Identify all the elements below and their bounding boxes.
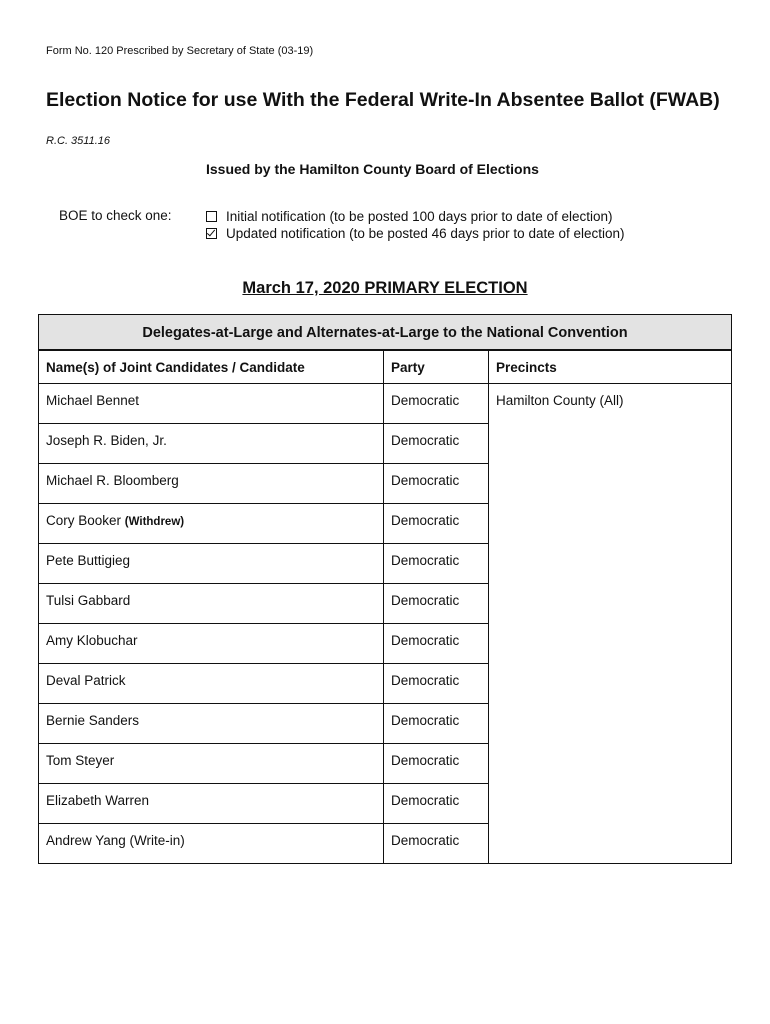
form-number: Form No. 120 Prescribed by Secretary of State (03-19) [46, 45, 314, 57]
candidate-name-cell [39, 544, 384, 584]
candidate-party: Democratic [384, 664, 489, 704]
option-initial-label: Initial notification (to be posted 100 days prior to date of election) [226, 209, 613, 224]
candidate-party: Democratic [384, 584, 489, 624]
candidate-note: (Withdrew) [124, 516, 185, 528]
candidate-name: Cory Booker [46, 513, 122, 528]
candidate-name-cell [39, 584, 384, 624]
candidate-name-cell [39, 464, 384, 504]
candidate-name-cell [39, 784, 384, 824]
header-name: Name(s) of Joint Candidates / Candidate [39, 351, 384, 384]
candidate-name: Deval Patrick [46, 673, 126, 688]
option-updated-notification [206, 225, 625, 242]
checkbox-updated[interactable] [206, 228, 217, 239]
candidate-name: Tom Steyer [46, 753, 115, 768]
checkbox-initial[interactable] [206, 211, 217, 222]
candidate-name: Joseph R. Biden, Jr. [46, 433, 167, 448]
candidate-name: Elizabeth Warren [46, 793, 150, 808]
candidate-name-cell [39, 624, 384, 664]
option-initial-notification [206, 208, 625, 225]
candidate-table [38, 350, 732, 864]
candidate-party: Democratic [384, 544, 489, 584]
statute-reference: R.C. 3511.16 [46, 135, 111, 147]
candidate-party: Democratic [384, 784, 489, 824]
candidate-name-cell [39, 664, 384, 704]
candidate-party: Democratic [384, 824, 489, 864]
page-title: Election Notice for use With the Federal Write-In Absentee Ballot (FWAB) [46, 89, 720, 111]
candidate-name: Michael Bennet [46, 393, 140, 408]
candidate-name: Amy Klobuchar [46, 633, 138, 648]
header-precincts: Precincts [489, 351, 732, 384]
candidate-name-cell [39, 704, 384, 744]
candidate-name: Pete Buttigieg [46, 553, 131, 568]
candidate-party: Democratic [384, 384, 489, 424]
candidate-name: Bernie Sanders [46, 713, 140, 728]
candidate-party: Democratic [384, 704, 489, 744]
precincts-cell: Hamilton County (All) [489, 384, 732, 864]
candidate-party: Democratic [384, 624, 489, 664]
header-party: Party [384, 351, 489, 384]
candidate-name-cell [39, 504, 384, 544]
candidate-party: Democratic [384, 424, 489, 464]
election-heading: March 17, 2020 PRIMARY ELECTION [242, 279, 528, 297]
candidate-name: Andrew Yang (Write-in) [46, 833, 185, 848]
boe-check-label: BOE to check one: [59, 208, 172, 223]
issued-by: Issued by the Hamilton County Board of Elections [206, 161, 539, 177]
candidate-name-cell [39, 424, 384, 464]
contest-title: Delegates-at-Large and Alternates-at-Large to the National Convention [38, 314, 732, 350]
candidate-name: Michael R. Bloomberg [46, 473, 179, 488]
boe-check-options [206, 208, 625, 242]
candidate-name-cell [39, 824, 384, 864]
option-updated-label: Updated notification (to be posted 46 days prior to date of election) [226, 226, 625, 241]
candidate-name-cell [39, 744, 384, 784]
table-header-row [39, 351, 732, 384]
candidate-party: Democratic [384, 504, 489, 544]
table-row [39, 384, 732, 424]
candidate-party: Democratic [384, 744, 489, 784]
candidate-name: Tulsi Gabbard [46, 593, 131, 608]
candidate-table-section [38, 314, 732, 864]
candidate-name-cell [39, 384, 384, 424]
candidate-party: Democratic [384, 464, 489, 504]
